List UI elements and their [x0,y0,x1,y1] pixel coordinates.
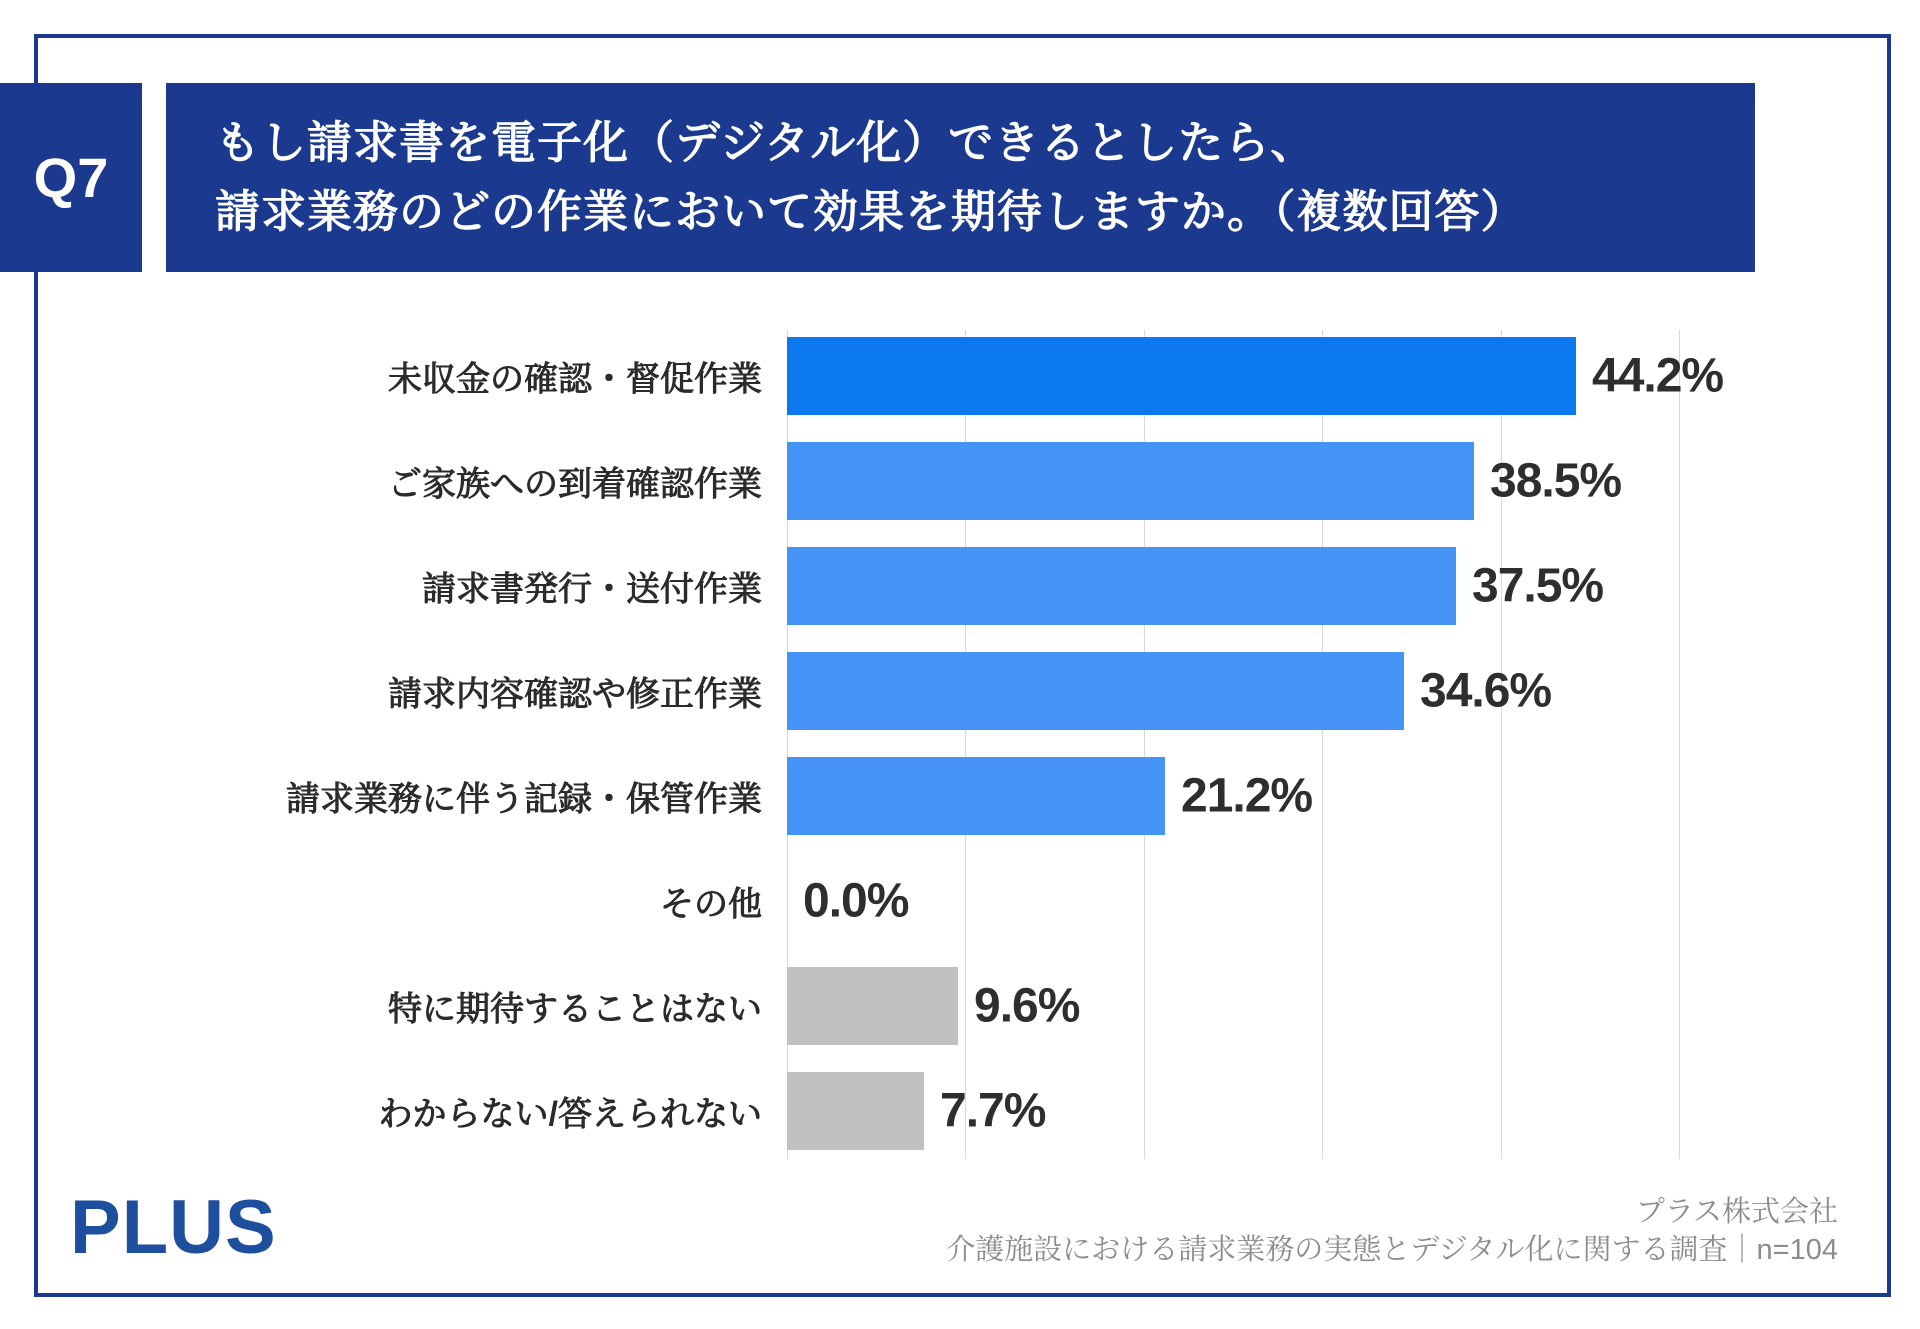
bar [787,337,1576,415]
category-label: 特に期待することはない [388,990,762,1029]
plus-logo: PLUS [70,1185,277,1270]
title-line-2: 請求業務のどの作業において効果を期待しますか。（複数回答） [215,185,1527,237]
footer-note [946,1193,1838,1269]
value-label: 0.0% [803,874,909,928]
footer-company: プラス株式会社 [1635,1196,1838,1228]
value-label: 44.2% [1592,349,1724,403]
value-label: 34.6% [1420,664,1552,718]
value-label: 7.7% [940,1084,1046,1138]
bar [787,757,1165,835]
category-label: わからない/答えられない [378,1095,762,1134]
bar [787,547,1456,625]
footer-survey-title: 介護施設における請求業務の実態とデジタル化に関する調査｜n=104 [946,1234,1838,1266]
bar [787,652,1404,730]
category-label: 未収金の確認・督促作業 [388,360,762,399]
category-label: 請求業務に伴う記録・保管作業 [286,780,762,819]
value-label: 9.6% [974,979,1080,1033]
category-label: 請求内容確認や修正作業 [388,675,762,714]
title-line-1: もし請求書を電子化（デジタル化）できるとしたら、 [215,117,1317,169]
category-label: 請求書発行・送付作業 [422,570,762,609]
category-label: その他 [660,885,762,924]
value-label: 21.2% [1181,769,1313,823]
value-label: 38.5% [1490,454,1622,508]
value-label: 37.5% [1472,559,1604,613]
bar [787,967,958,1045]
question-number: Q7 [33,146,109,209]
gridline-50pct [1679,330,1680,1159]
category-label: ご家族への到着確認作業 [388,465,762,504]
bar [787,442,1474,520]
bar [787,1072,924,1150]
